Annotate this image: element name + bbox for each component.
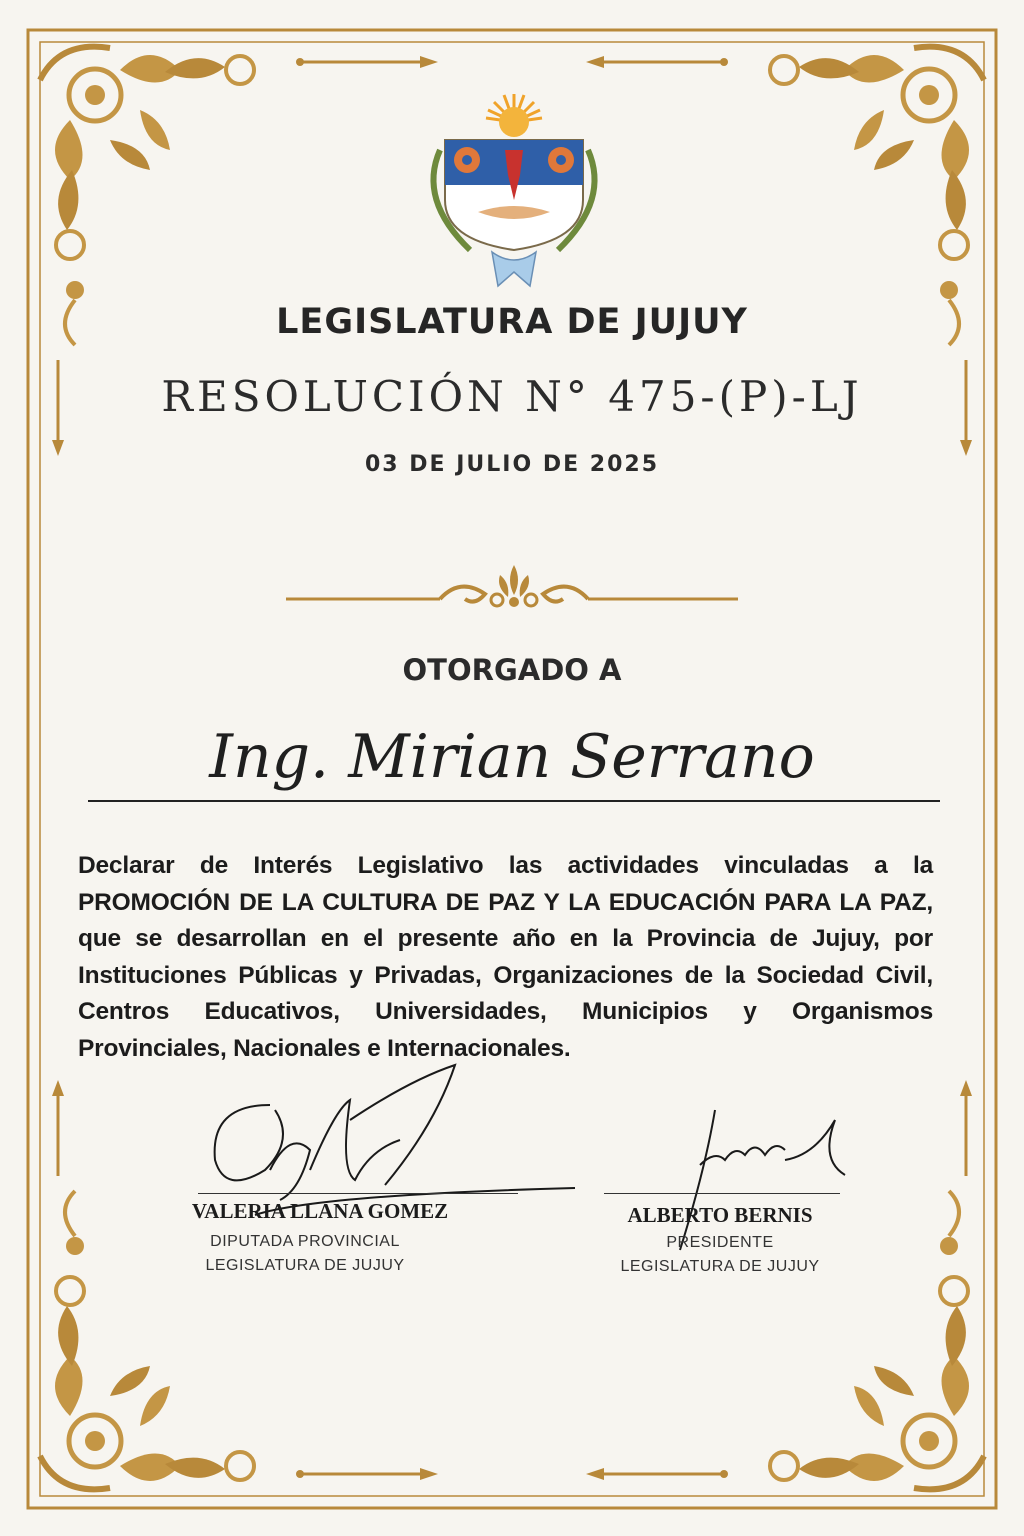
recipient-underline xyxy=(88,800,940,802)
right-signer-role: PRESIDENTE xyxy=(666,1234,774,1251)
declaration-text: Declarar de Interés Legislativo las actividades vinculadas a la PROMOCIÓN DE LA CULTURA DE PAZ Y LA EDUCACIÓN PARA LA PAZ, que se desarrollan en el presente año en la Provincia de Jujuy, por Instituciones Públicas y Privadas, Organizaciones de la Sociedad Civil, Centros Educativos, Universidades, Municipios y Organismos Provinciales, Nacionales e Internacionales. xyxy=(78,852,933,1062)
right-signer-name: ALBERTO BERNIS xyxy=(627,1203,813,1227)
left-signature-line xyxy=(198,1193,518,1194)
ornamental-scroll-icon xyxy=(286,565,738,607)
institution-title: LEGISLATURA DE JUJUY xyxy=(276,302,748,342)
left-signer-org: LEGISLATURA DE JUJUY xyxy=(205,1257,405,1274)
provincial-coat-of-arms-icon xyxy=(433,94,594,286)
right-signature-icon xyxy=(680,1110,845,1250)
granted-to-label: OTORGADO A xyxy=(402,653,622,687)
resolution-date: 03 DE JULIO DE 2025 xyxy=(364,452,660,477)
recipient-name: Ing. Mirian Serrano xyxy=(209,722,815,792)
resolution-number: RESOLUCIÓN N° 475-(P)-LJ xyxy=(161,372,863,421)
left-signer-role: DIPUTADA PROVINCIAL xyxy=(210,1233,400,1250)
right-signer-org: LEGISLATURA DE JUJUY xyxy=(620,1258,820,1275)
left-signer-name: VALERIA LLANA GOMEZ xyxy=(191,1199,449,1223)
right-signature-line xyxy=(604,1193,840,1194)
